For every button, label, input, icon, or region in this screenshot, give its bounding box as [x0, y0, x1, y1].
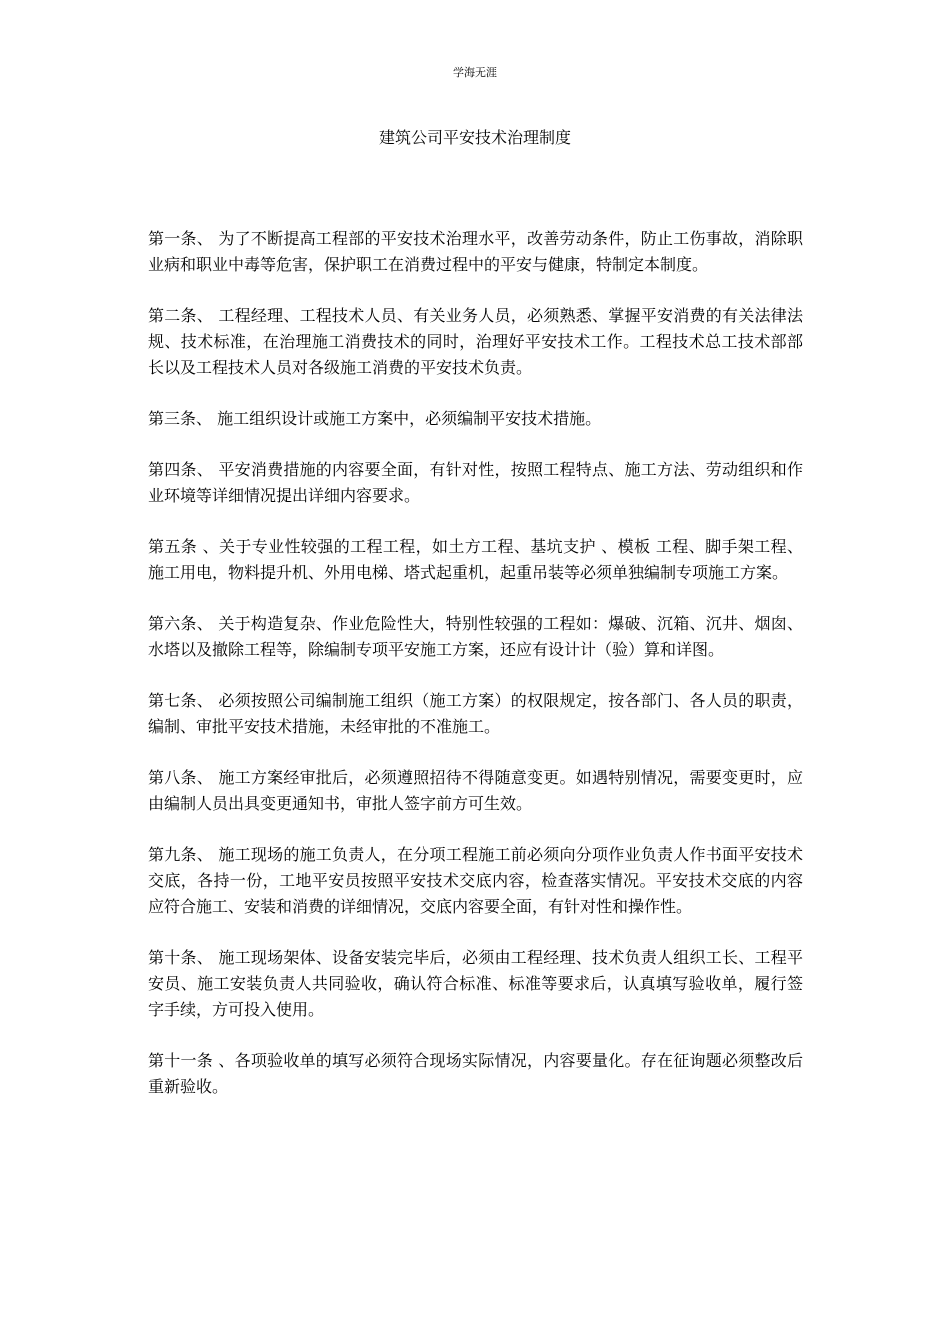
article-7: 第七条、 必须按照公司编制施工组织（施工方案）的权限规定，按各部门、各人员的职责，编制、审批平安技术措施，未经审批的不准施工。 — [148, 691, 803, 736]
article-9: 第九条、 施工现场的施工负责人，在分项工程施工前必须向分项作业负责人作书面平安技术交底，各持一份，工地平安员按照平安技术交底内容，检查落实情况。平安技术交底的内容应符合施工、安装和消费的详细情况，交底内容要全面，有针对性和操作性。 — [148, 845, 803, 916]
article-4: 第四条、 平安消费措施的内容要全面，有针对性，按照工程特点、施工方法、劳动组织和作业环境等详细情况提出详细内容要求。 — [148, 460, 803, 505]
article-6: 第六条、 关于构造复杂、作业危险性大，特别性较强的工程如：爆破、沉箱、沉井、烟囱、水塔以及撤除工程等，除编制专项平安施工方案，还应有设计计（验）算和详图。 — [148, 614, 803, 659]
document-title: 建筑公司平安技术治理制度 — [378, 128, 571, 147]
article-1: 第一条、 为了不断提高工程部的平安技术治理水平，改善劳动条件，防止工伤事故，消除职业病和职业中毒等危害，保护职工在消费过程中的平安与健康，特制定本制度。 — [148, 229, 803, 274]
page-header: 学海无涯 — [453, 66, 497, 79]
article-8: 第八条、 施工方案经审批后，必须遵照招待不得随意变更。如遇特别情况，需要变更时，应由编制人员出具变更通知书，审批人签字前方可生效。 — [148, 768, 803, 813]
article-11: 第十一条 、各项验收单的填写必须符合现场实际情况，内容要量化。存在征询题必须整改后重新验收。 — [148, 1051, 803, 1096]
document-body — [148, 226, 803, 1125]
article-5: 第五条 、关于专业性较强的工程工程，如土方工程、基坑支护 、模板 工程、脚手架工程、施工用电，物料提升机、外用电梯、塔式起重机，起重吊装等必须单独编制专项施工方案。 — [148, 537, 803, 582]
article-2: 第二条、 工程经理、工程技术人员、有关业务人员，必须熟悉、掌握平安消费的有关法律法规、技术标准，在治理施工消费技术的同时，治理好平安技术工作。工程技术总工技术部部长以及工程技术人员对各级施工消费的平安技术负责。 — [148, 306, 803, 377]
article-3: 第三条、 施工组织设计或施工方案中，必须编制平安技术措施。 — [148, 409, 602, 428]
article-10: 第十条、 施工现场架体、设备安装完毕后，必须由工程经理、技术负责人组织工长、工程平安员、施工安装负责人共同验收，确认符合标准、标准等要求后，认真填写验收单，履行签字手续，方可投入使用。 — [148, 948, 803, 1019]
